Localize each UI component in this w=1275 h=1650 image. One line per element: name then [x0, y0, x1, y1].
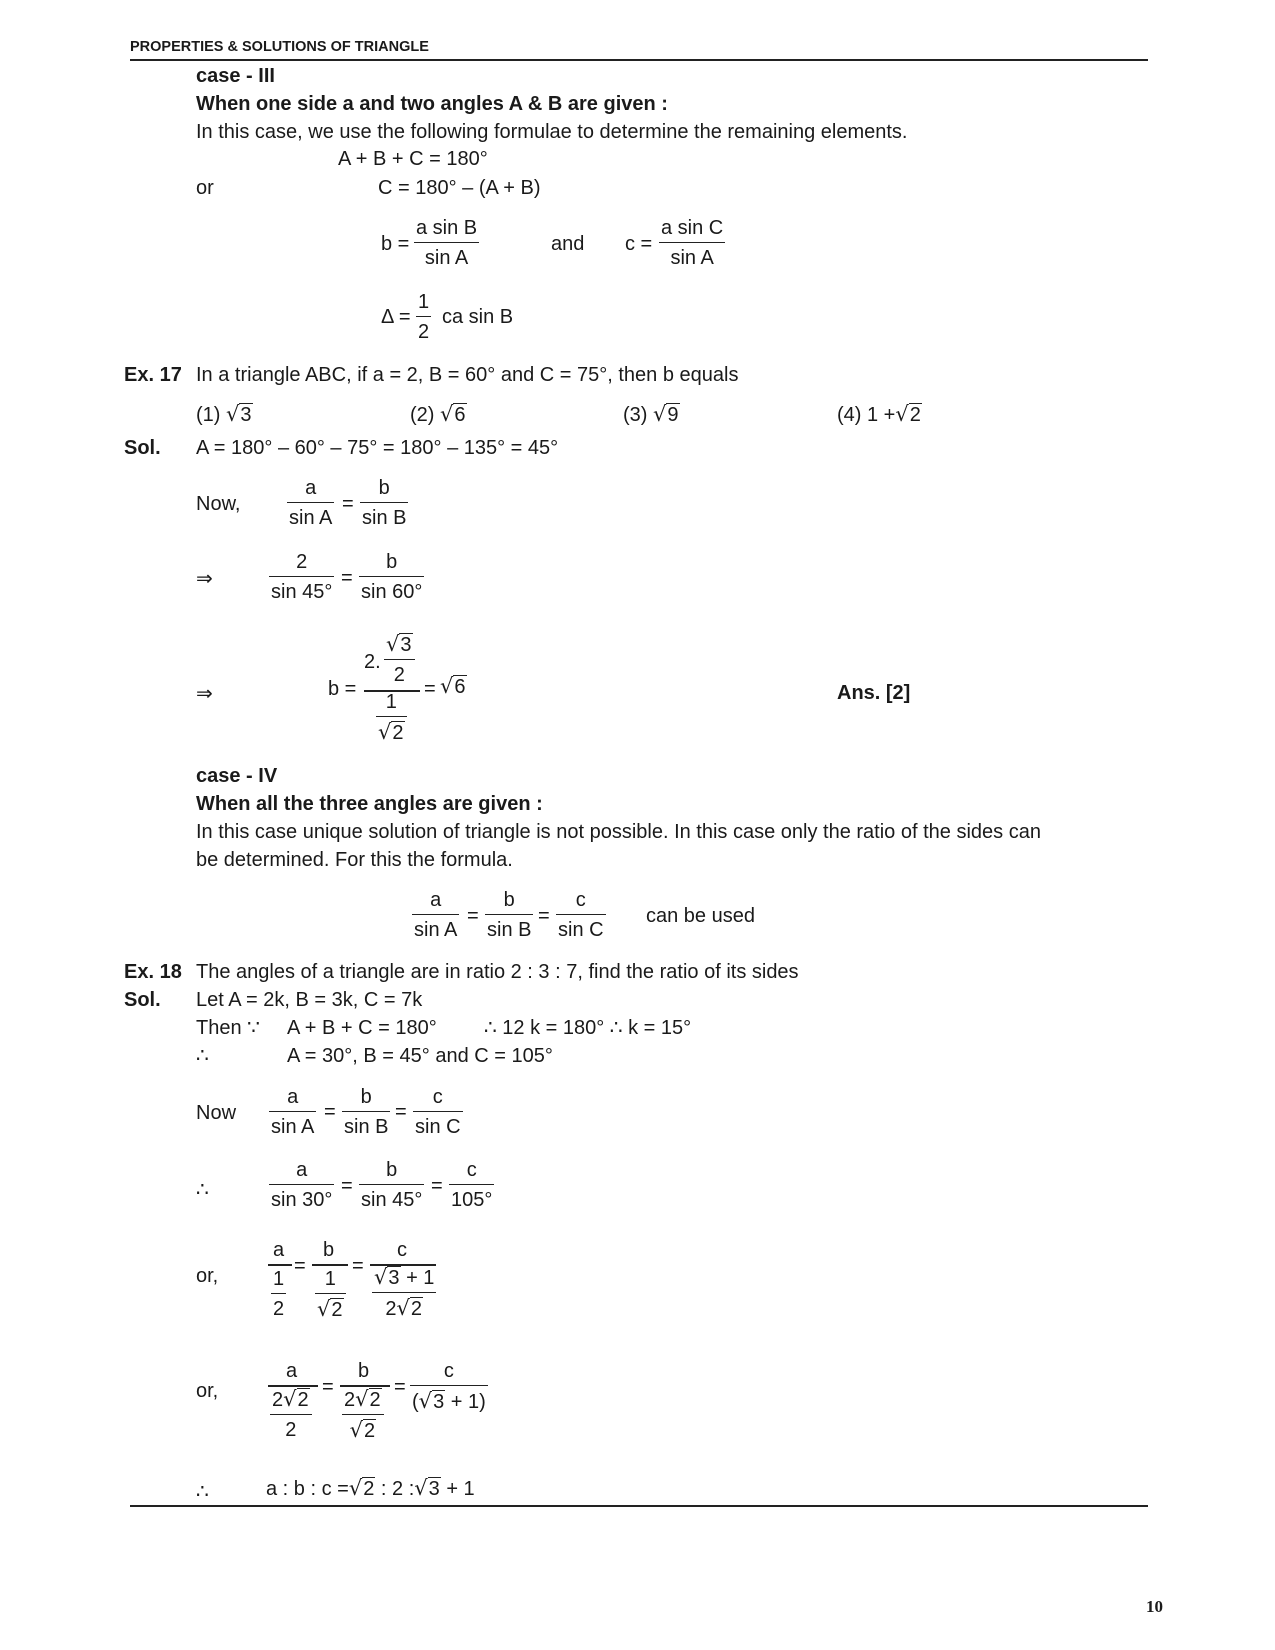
ex17-s4-bottom-frac: $\frac{1}{√2}$: [376, 692, 407, 743]
ex17-s4-result: [440, 676, 467, 697]
sqrt-icon: √3: [386, 632, 412, 656]
ex18-question: The angles of a triangle are in ratio 2 : 3 : 7, find the ratio of its sides: [196, 961, 799, 983]
ex17-now: Now,: [196, 493, 241, 515]
case4-subtitle: When all the three angles are given :: [196, 793, 543, 815]
sqrt-icon: √2: [895, 402, 921, 426]
ex17-sol-label: Sol.: [124, 437, 161, 459]
ex17-step1: A = 180° – 60° – 75° = 180° – 135° = 45°: [196, 437, 559, 459]
equals-sign: =: [342, 493, 354, 515]
ex18-or-2: or,: [196, 1380, 219, 1402]
ex18-then: Then ∵: [196, 1017, 260, 1039]
ex17-s3-frac1: $\frac{2}{\sin 45^\circ}$: [271, 551, 333, 603]
ex18-t-frac-b: $\frac{b}{\sin 45^\circ}$: [361, 1159, 423, 1211]
therefore-icon: ∴: [196, 1179, 209, 1201]
ex18-o2-frac-a: a $\frac{2√2}{2}$: [268, 1361, 318, 1447]
ex18-final-ratio: a : b : c =√2 : 2 :√3 + 1: [266, 1476, 475, 1500]
sqrt-icon: √2: [317, 1297, 343, 1321]
equals-sign: =: [538, 905, 550, 927]
ex17-s4-top-frac: $\frac{√3}{2}$: [384, 634, 415, 685]
equals-sign: =: [324, 1101, 336, 1123]
footer-rule: [130, 1505, 1148, 1507]
b-formula-fraction: [414, 218, 479, 268]
ex17-s4-lhs: b =: [328, 678, 357, 700]
case4-tail: can be used: [646, 905, 755, 927]
sqrt-icon: √2: [378, 720, 404, 744]
ex18-let: Let A = 2k, B = 3k, C = 7k: [196, 989, 423, 1011]
ex18-o2-frac-c: $\frac{c}{(√3 + 1)}$: [412, 1360, 486, 1413]
sqrt-icon: √3: [414, 1476, 440, 1500]
case4-text2: be determined. For this the formula.: [196, 849, 513, 871]
equals-sign: =: [424, 678, 436, 700]
ex17-option-3: (3) √9: [623, 402, 679, 426]
therefore-icon: ∴: [196, 1045, 209, 1067]
implies-icon: ⇒: [196, 568, 213, 590]
area-lhs: Δ =: [381, 306, 411, 328]
ex17-option-1: (1) √3: [196, 402, 252, 426]
sqrt-icon: √6: [440, 402, 466, 426]
running-header: PROPERTIES & SOLUTIONS OF TRIANGLE: [130, 39, 429, 55]
ex18-o1-frac-c: c $\frac{√3 + 1}{2√2}$: [370, 1240, 436, 1328]
implies-icon: ⇒: [196, 683, 213, 705]
sqrt-icon: √2: [283, 1387, 309, 1411]
header-rule: [130, 59, 1148, 61]
sqrt-icon: √2: [348, 1476, 375, 1500]
equals-sign: =: [294, 1255, 306, 1277]
ex17-label: Ex. 17: [124, 364, 182, 386]
case3-title: case - III: [196, 65, 275, 87]
equals-sign: =: [395, 1101, 407, 1123]
equals-sign: =: [394, 1376, 406, 1398]
case4-text1: In this case unique solution of triangle is not possible. In this case only the ratio of the sides can: [196, 821, 1041, 843]
c-formula-den: sin A: [659, 242, 725, 268]
and-text: and: [551, 233, 585, 255]
case4-frac-a: $\frac{a}{\text{sin A}}$: [414, 889, 458, 941]
ex17-s2-frac1: $\frac{a}{\text{sin A}}$: [289, 477, 333, 529]
c-formula-fraction: [659, 218, 725, 268]
c-formula-lhs: c =: [625, 233, 653, 255]
sqrt-icon: √3: [418, 1389, 445, 1413]
equals-sign: =: [341, 567, 353, 589]
ex18-now: Now: [196, 1102, 237, 1124]
ex18-t-frac-c: $\frac{c}{105^\circ}$: [451, 1159, 493, 1211]
equals-sign: =: [431, 1175, 443, 1197]
sqrt-icon: √2: [396, 1296, 423, 1320]
area-rhs: ca sin B: [442, 306, 514, 328]
ex17-question: In a triangle ABC, if a = 2, B = 60° and C = 75°, then b equals: [196, 364, 739, 386]
case3-subtitle: When one side a and two angles A & B are given :: [196, 93, 668, 115]
case3-or: or: [196, 177, 214, 199]
ex17-option-2: (2) √6: [410, 402, 466, 426]
b-formula-lhs: b =: [381, 233, 410, 255]
ex18-o1-frac-b: b $\frac{1}{√2}$: [312, 1240, 348, 1324]
ex17-answer: Ans. [2]: [837, 682, 911, 704]
sqrt-icon: √3: [226, 402, 252, 426]
ex18-now-frac-b: $\frac{b}{\text{sin B}}$: [344, 1086, 389, 1138]
sqrt-icon: √2: [355, 1387, 381, 1411]
ex18-label: Ex. 18: [124, 961, 182, 983]
b-formula-num: a sin B: [416, 217, 478, 239]
ex18-or-1: or,: [196, 1265, 219, 1287]
ex17-option-4: (4) 1 +√2: [837, 402, 921, 426]
sqrt-icon: √2: [349, 1418, 376, 1442]
ex18-now-frac-c: $\frac{c}{\text{sin C}}$: [415, 1086, 461, 1138]
case4-frac-b: $\frac{b}{\text{sin B}}$: [487, 889, 532, 941]
sqrt-icon: √6: [440, 674, 466, 698]
equals-sign: =: [341, 1175, 353, 1197]
ex18-sol-label: Sol.: [124, 989, 161, 1011]
page-number: 10: [1146, 1597, 1163, 1616]
ex18-o2-frac-b: b $\frac{2√2}{√2}$: [340, 1361, 390, 1449]
ex18-then-res: ∴ 12 k = 180° ∴ k = 15°: [484, 1017, 692, 1039]
case3-eq2: C = 180° – (A + B): [378, 177, 541, 199]
ex17-s2-frac2: $\frac{b}{\text{sin B}}$: [362, 477, 407, 529]
case3-eq1: A + B + C = 180°: [338, 148, 488, 170]
ex18-angles: A = 30°, B = 45° and C = 105°: [287, 1045, 553, 1067]
b-formula-den: sin A: [414, 242, 479, 268]
ex18-then-eq: A + B + C = 180°: [287, 1017, 437, 1039]
area-fraction: $\frac{1}{2}$: [418, 291, 430, 343]
equals-sign: =: [352, 1255, 364, 1277]
case3-intro: In this case, we use the following formulae to determine the remaining elements.: [196, 121, 908, 143]
ex17-s3-frac2: $\frac{b}{\sin 60^\circ}$: [361, 551, 423, 603]
ex18-t-frac-a: $\frac{a}{\sin 30^\circ}$: [271, 1159, 333, 1211]
therefore-icon: ∴: [196, 1481, 209, 1503]
ex18-now-frac-a: $\frac{a}{\text{sin A}}$: [271, 1086, 315, 1138]
equals-sign: =: [322, 1376, 334, 1398]
ex18-o1-frac-a: a $\frac{1}{2}$: [268, 1240, 292, 1322]
sqrt-icon: √9: [653, 402, 679, 426]
case4-title: case - IV: [196, 765, 278, 787]
ex17-s4-compound-fraction: 2. $\frac{√3}{2}$ $\frac{1}{√2}$: [364, 630, 420, 746]
sqrt-icon: √3: [374, 1265, 400, 1289]
c-formula-num: a sin C: [661, 217, 724, 239]
case4-frac-c: $\frac{c}{\text{sin C}}$: [558, 889, 604, 941]
equals-sign: =: [467, 905, 479, 927]
